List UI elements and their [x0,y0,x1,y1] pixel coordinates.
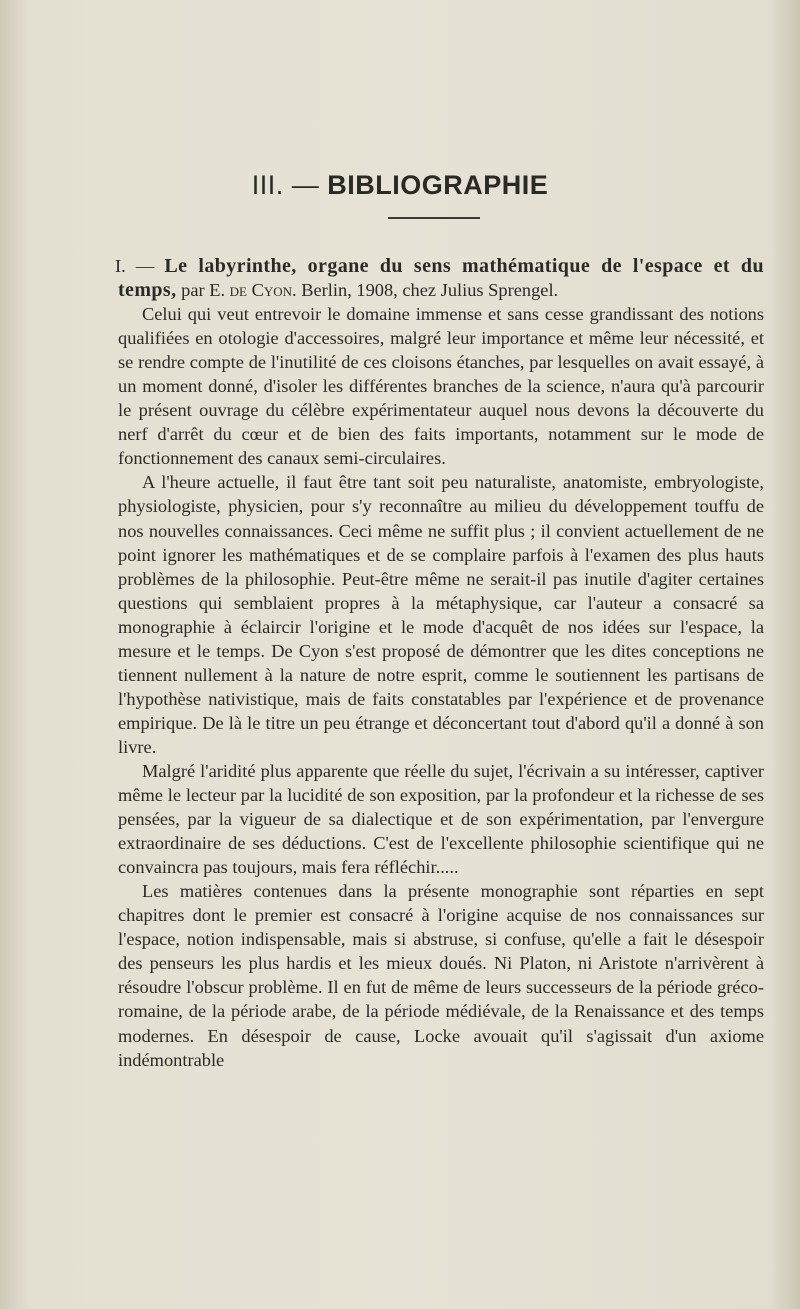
heading-rule [388,217,480,219]
entry-author-prefix: par E. [181,280,226,301]
entry-header [115,254,764,302]
review-body [115,254,764,1072]
section-heading [0,170,800,201]
section-number: III. [251,170,284,200]
paragraph-3: Malgré l'aridité plus apparente que réelle du sujet, l'écrivain a su intéresser, captiver même le lecteur par la lucidité de son exposition, par la profondeur et la richesse de ses pensées, par la vigueur de sa dialectique et de son expérimentation, par l'envergure extraordinaire de ses déductions. C'est de l'excellente philosophie scientifique qui ne convaincra pas toujours, mais fera réfléchir..... [118,760,764,878]
entry-title: Le labyrinthe, organe du sens mathématique de l'espace et du temps, [118,255,764,302]
paragraph-1: Celui qui veut entrevoir le domaine immense et sans cesse grandissant des notions qualifiées en otologie d'accessoires, malgré leur importance et même leur nécessité, et se rendre compte de l'inutilité de ces cloisons étanches, par lesquelles on avait essayé, à un moment donné, d'isoler les différentes branches de la science, n'aura qu'à parcourir le présent ouvrage du célèbre expérimentateur auquel nous devons la découverte du nerf d'arrêt du cœur et de bien des faits importants, notamment sur le mode de fonctionnement des canaux semi-circulaires. [118,304,764,469]
entry-author-particle: de [229,280,247,301]
section-title: BIBLIOGRAPHIE [327,170,549,200]
entry-author-name: Cyon [251,280,293,301]
section-dash: — [291,170,320,200]
paragraph-2: A l'heure actuelle, il faut être tant soit peu naturaliste, anatomiste, embryologiste, physiologiste, physicien, pour s'y reconnaître au milieu du développement touffu de nos nouvelles connaissances. Ceci même ne suffit plus ; il convient actuellement de ne point ignorer les mathématiques et de se complaire parfois à l'examen des plus hauts problèmes de la philosophie. Peut-être même ne serait-il pas inutile d'agiter certaines questions qui semblaient propres à la métaphysique, car l'auteur a consacré sa monographie à éclaircir l'origine et le mode d'acquêt de nos idées sur l'espace, la mesure et le temps. De Cyon s'est proposé de démontrer que les dites conceptions ne tiennent nullement à la nature de notre esprit, comme le soutiennent les partisans de l'hypothèse nativistique, mais de faits constatables par l'expérience et de provenance empirique. De là le titre un peu étrange et déconcertant tout d'abord qu'il a donné à son livre. [118,472,764,757]
entry-publication: . Berlin, 1908, chez Julius Sprengel. [292,280,559,301]
entry-number: I. — [115,256,155,276]
paragraph-4: Les matières contenues dans la présente monographie sont réparties en sept chapitres dont le premier est consacré à l'origine acquise de nos connaissances sur l'espace, notion indispensable, mais si abstruse, si confuse, qu'elle a fait le désespoir des penseurs les plus hardis et les mieux doués. Ni Platon, ni Aristote n'arrivèrent à résoudre l'obscur problème. Il en fut de même de leurs successeurs de la période gréco-romaine, de la période arabe, de la période médiévale, de la Renaissance et des temps modernes. En désespoir de cause, Locke avouait qu'il s'agissait d'un axiome indémontrable [118,881,764,1070]
